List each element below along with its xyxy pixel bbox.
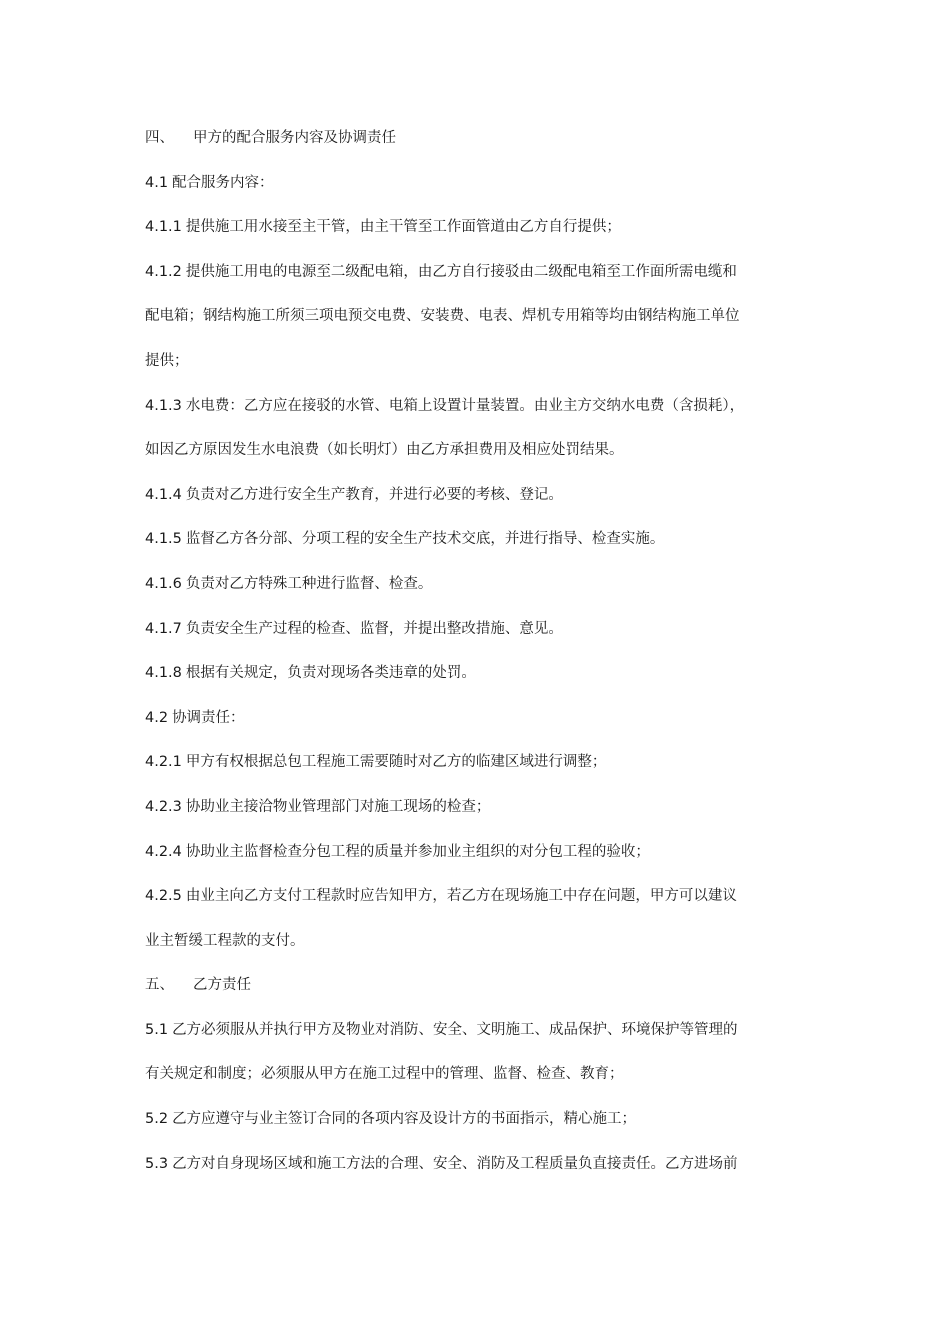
clause-number: 4.2.4 [145, 843, 182, 860]
clause-number: 4.2.5 [145, 888, 182, 905]
clause-number: 4.2 [145, 709, 169, 726]
clause-5-1 [145, 1016, 810, 1061]
clause-text: 负责安全生产过程的检查、监督，并提出整改措施、意见。 [185, 620, 563, 637]
clause-text: 负责对乙方进行安全生产教育，并进行必要的考核、登记。 [185, 486, 563, 503]
clause-text: 乙方必须服从并执行甲方及物业对消防、安全、文明施工、成品保护、环境保护等管理的 [172, 1021, 738, 1038]
clause-4-1-2-continued [145, 347, 810, 392]
clause-number: 4.1.1 [145, 219, 182, 236]
clause-4-1 [145, 169, 810, 214]
clause-number: 4.1.8 [145, 665, 182, 682]
clause-4-1-4 [145, 481, 810, 526]
clause-4-2 [145, 704, 810, 749]
clause-5-1-continued [145, 1060, 810, 1105]
clause-4-2-4 [145, 838, 810, 883]
clause-number: 4.1.4 [145, 486, 182, 503]
clause-number: 4.2.1 [145, 754, 182, 771]
clause-number: 5.2 [145, 1111, 169, 1128]
clause-text: 配合服务内容： [172, 174, 274, 191]
clause-4-1-5 [145, 525, 810, 570]
clause-5-3 [145, 1150, 810, 1195]
clause-4-2-5 [145, 882, 810, 927]
clause-4-1-7 [145, 615, 810, 660]
clause-text: 监督乙方各分部、分项工程的安全生产技术交底，并进行指导、检查实施。 [185, 531, 665, 548]
clause-text: 如因乙方原因发生水电浪费（如长明灯）由乙方承担费用及相应处罚结果。 [145, 442, 624, 459]
clause-4-1-1 [145, 213, 810, 258]
clause-4-1-6 [145, 570, 810, 615]
clause-text: 业主暂缓工程款的支付。 [145, 932, 305, 949]
clause-text: 协助业主接洽物业管理部门对施工现场的检查； [185, 798, 491, 815]
clause-text: 由业主向乙方支付工程款时应告知甲方，若乙方在现场施工中存在问题，甲方可以建议 [185, 888, 737, 905]
clause-4-2-1 [145, 748, 810, 793]
section-heading-4 [145, 124, 810, 169]
clause-text: 乙方对自身现场区域和施工方法的合理、安全、消防及工程质量负直接责任。乙方进场前 [172, 1155, 738, 1172]
clause-4-1-8 [145, 659, 810, 704]
clause-number: 4.1.6 [145, 575, 182, 592]
clause-number: 4.1.7 [145, 620, 182, 637]
clause-text: 提供； [145, 352, 189, 369]
clause-5-2 [145, 1105, 810, 1150]
clause-text: 负责对乙方特殊工种进行监督、检查。 [185, 575, 433, 592]
clause-text: 根据有关规定，负责对现场各类违章的处罚。 [185, 665, 476, 682]
clause-text: 协调责任： [172, 709, 245, 726]
clause-number: 4.1 [145, 174, 169, 191]
clause-text: 协助业主监督检查分包工程的质量并参加业主组织的对分包工程的验收； [185, 843, 650, 860]
section-title: 甲方的配合服务内容及协调责任 [193, 130, 396, 146]
section-title: 乙方责任 [193, 977, 251, 994]
clause-4-2-5-continued [145, 927, 810, 972]
clause-number: 4.1.2 [145, 263, 182, 280]
clause-4-1-3-continued [145, 436, 810, 481]
clause-number: 4.1.3 [145, 397, 182, 414]
document-body [145, 124, 810, 1194]
clause-4-1-2 [145, 258, 810, 303]
section-heading-5 [145, 971, 810, 1016]
clause-4-1-2-continued [145, 302, 810, 347]
clause-4-1-3 [145, 392, 810, 437]
clause-text: 提供施工用水接至主干管，由主干管至工作面管道由乙方自行提供； [185, 219, 621, 236]
clause-number: 4.2.3 [145, 798, 182, 815]
clause-4-2-3 [145, 793, 810, 838]
clause-text: 水电费：乙方应在接驳的水管、电箱上设置计量装置。由业主方交纳水电费（含损耗）， [185, 397, 745, 414]
clause-number: 5.3 [145, 1155, 169, 1172]
clause-number: 5.1 [145, 1021, 169, 1038]
section-number: 四、 [145, 130, 174, 146]
clause-text: 提供施工用电的电源至二级配电箱，由乙方自行接驳由二级配电箱至工作面所需电缆和 [185, 263, 737, 280]
clause-number: 4.1.5 [145, 531, 182, 548]
clause-text: 配电箱；钢结构施工所须三项电预交电费、安装费、电表、焊机专用箱等均由钢结构施工单位 [145, 308, 740, 325]
clause-text: 甲方有权根据总包工程施工需要随时对乙方的临建区域进行调整； [185, 754, 607, 771]
section-number: 五、 [145, 977, 174, 994]
clause-text: 乙方应遵守与业主签订合同的各项内容及设计方的书面指示，精心施工； [172, 1111, 637, 1128]
clause-text: 有关规定和制度；必须服从甲方在施工过程中的管理、监督、检查、教育； [145, 1066, 624, 1083]
